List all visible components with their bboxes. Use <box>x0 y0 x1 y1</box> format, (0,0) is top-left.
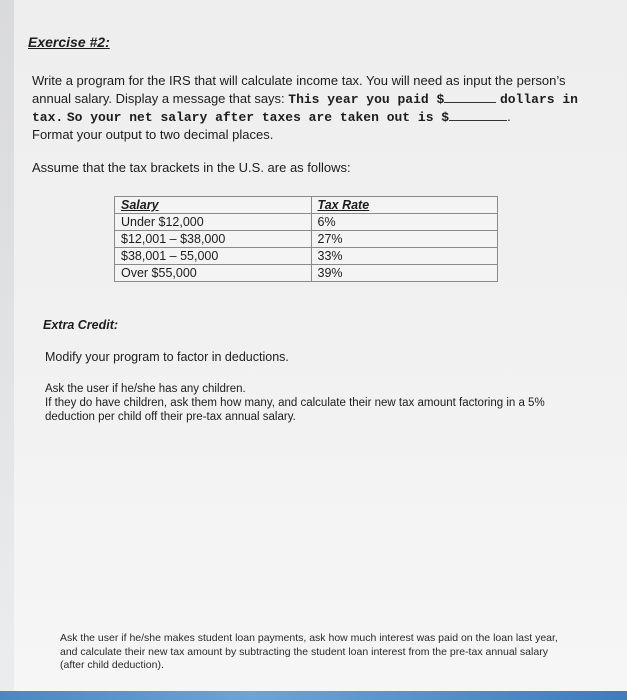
table-row <box>115 231 498 248</box>
modify-text: Modify your program to factor in deductions. <box>45 350 289 364</box>
table-row <box>115 265 498 282</box>
children-question <box>45 382 575 424</box>
format-instruction: Format your output to two decimal places. <box>32 126 274 142</box>
instructions-paragraph <box>32 73 592 143</box>
children-line-2: If they do have children, ask them how many, and calculate their new tax amount factoring in a 5% deduction per child off their pre-tax annual salary. <box>45 397 545 423</box>
table-row <box>115 214 498 231</box>
exercise-title: Exercise #2: <box>28 34 110 50</box>
children-line-1: Ask the user if he/she has any children. <box>45 383 246 395</box>
salary-cell: $38,001 – 55,000 <box>115 248 312 265</box>
assume-text: Assume that the tax brackets in the U.S. are as follows: <box>32 160 351 175</box>
table-row <box>115 248 498 265</box>
message-code-1: This year you paid $ <box>288 91 445 107</box>
salary-cell: Under $12,000 <box>115 214 312 231</box>
salary-cell: $12,001 – $38,000 <box>115 231 312 248</box>
screen-bottom-bar <box>0 691 627 700</box>
rate-cell: 33% <box>311 248 497 265</box>
salary-cell: Over $55,000 <box>115 265 312 282</box>
rate-cell: 6% <box>311 214 497 231</box>
student-loan-text: Ask the user if he/she makes student loan payments, ask how much interest was paid on the loan last year, and calculate their new tax amount by subtracting the student loan interest from the pre-tax annual salary (after child deduction). <box>60 632 558 671</box>
blank-line-1 <box>444 90 496 103</box>
message-code-3: So your net salary after taxes are taken out is $ <box>66 110 450 125</box>
blank-period: . <box>507 109 511 124</box>
message-code-2: dollars in tax. <box>32 91 578 125</box>
table-header-row <box>115 197 498 214</box>
header-salary: Salary <box>115 197 312 214</box>
rate-cell: 39% <box>311 265 497 282</box>
intro-text: Write a program for the IRS that will calculate income tax. You will need as input the person’s annual salary. Display a message that says: <box>32 73 566 106</box>
rate-cell: 27% <box>311 231 497 248</box>
extra-credit-title: Extra Credit: <box>43 318 119 332</box>
header-tax-rate: Tax Rate <box>311 197 497 214</box>
blank-line-2 <box>449 108 507 121</box>
tax-bracket-table <box>114 196 498 282</box>
